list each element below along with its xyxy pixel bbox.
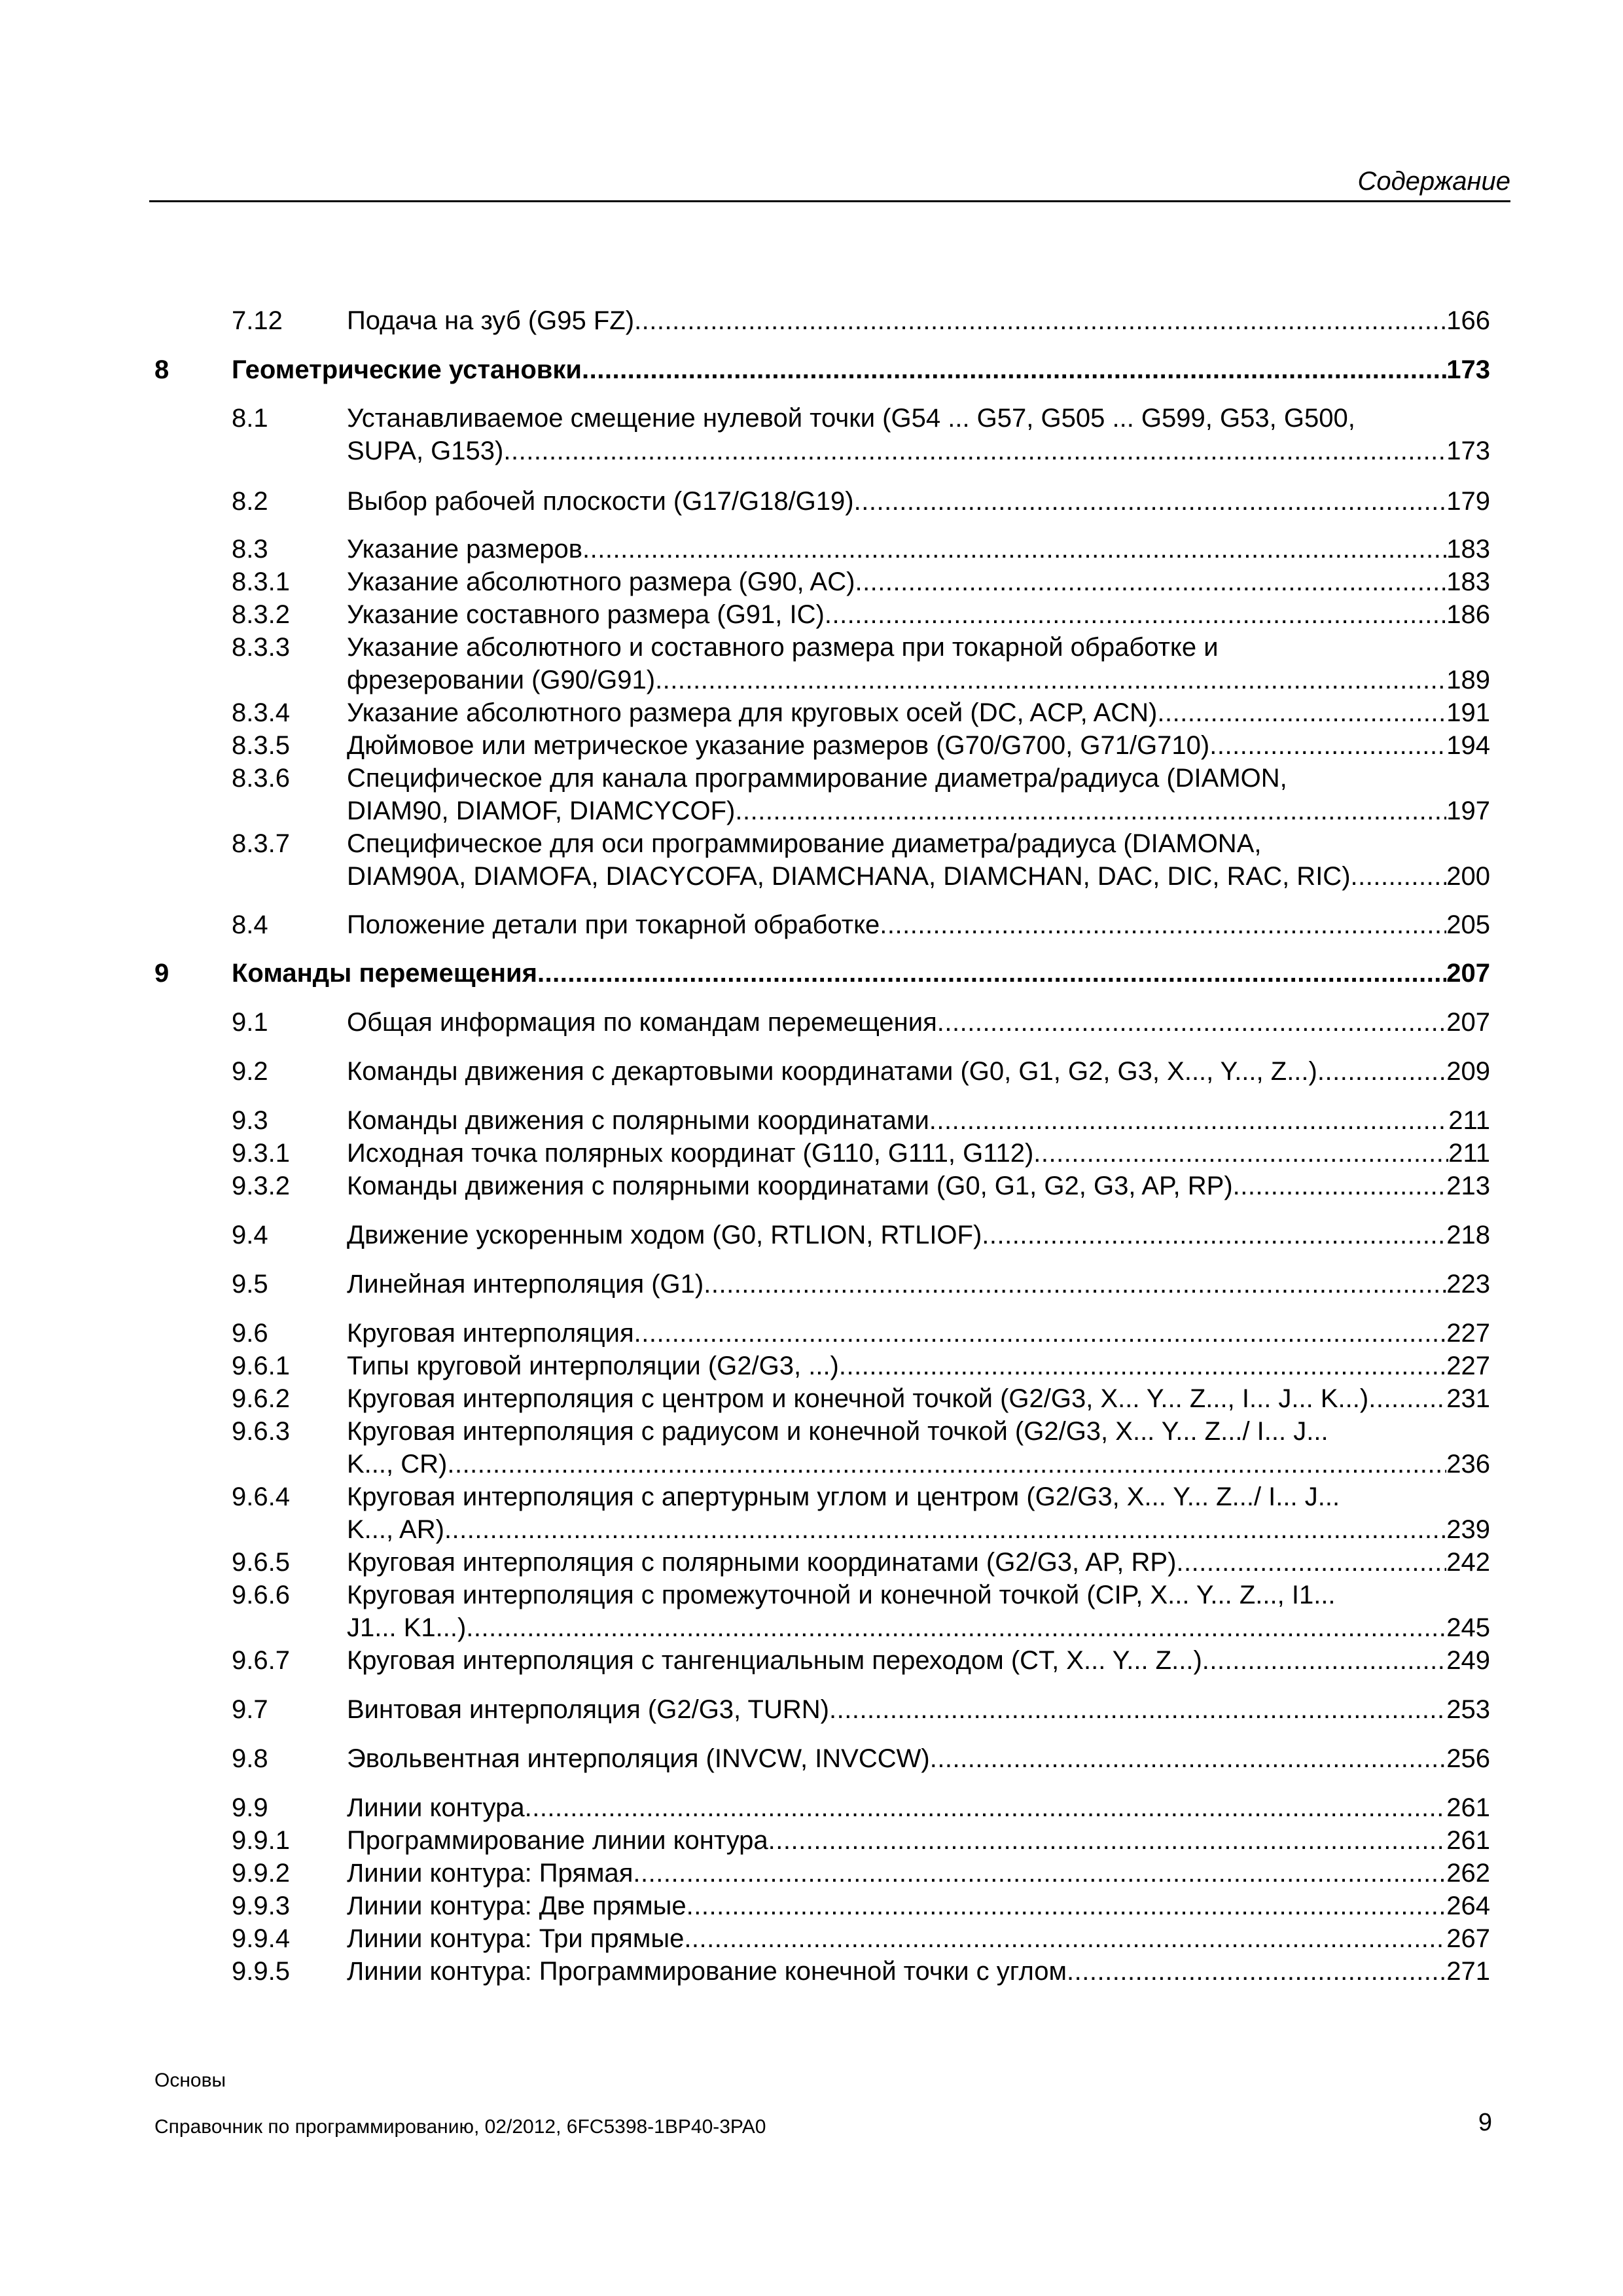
toc-entry-number: 9.4 (232, 1221, 268, 1249)
page-header-title: Содержание (1357, 167, 1510, 196)
toc-page-number: 262 (1446, 1859, 1490, 1888)
toc-page-number: 245 (1446, 1613, 1490, 1642)
toc-page-number: 261 (1446, 1793, 1490, 1822)
toc-entry-title: Подача на зуб (G95 FZ) (347, 306, 635, 335)
toc-entry-title: Круговая интерполяция с полярными координатами (G2/G3, AP, RP) (347, 1548, 1177, 1577)
footer-manual-info: Справочник по программированию, 02/2012, 6FC5398-1BP40-3PA0 (154, 2116, 766, 2138)
toc-entry-title: Винтовая интерполяция (G2/G3, TURN) (347, 1695, 829, 1724)
toc-page-number: 264 (1446, 1892, 1490, 1920)
toc-entry-number: 9.6.2 (232, 1384, 290, 1413)
toc-entry-title: Линии контура: Прямая (347, 1859, 633, 1888)
toc-entry-title: Типы круговой интерполяции (G2/G3, ...) (347, 1352, 839, 1380)
toc-leader-dots (1033, 1137, 1448, 1170)
toc-entry-title: J1... K1...) (347, 1613, 467, 1642)
toc-page-number: 239 (1446, 1515, 1490, 1544)
toc-entry-title: Исходная точка полярных координат (G110, G111, G112) (347, 1139, 1034, 1168)
toc-page-number: 218 (1446, 1221, 1490, 1249)
toc-leader-dots (839, 1350, 1446, 1382)
toc-entry-title: DIAM90A, DIAMOFA, DIACYCOFA, DIAMCHANA, DIAMCHAN, DAC, DIC, RAC, RIC) (347, 862, 1351, 891)
toc-leader-dots (634, 1317, 1447, 1350)
toc-leader-dots (855, 565, 1446, 598)
toc-entry-title: Указание размеров (347, 535, 583, 564)
toc-leader-dots (1351, 860, 1447, 893)
toc-entry-number: 9.9.2 (232, 1859, 290, 1888)
toc-entry-number: 8.3.4 (232, 698, 290, 727)
toc-page-number: 173 (1446, 355, 1490, 384)
toc-leader-dots (684, 1922, 1446, 1955)
toc-entry-number: 9.9 (232, 1793, 268, 1822)
toc-entry-number: 9.3.1 (232, 1139, 290, 1168)
toc-page-number: 261 (1446, 1826, 1490, 1855)
toc-leader-dots (1176, 1546, 1446, 1579)
toc-leader-dots (1209, 729, 1446, 762)
toc-entry-title: Круговая интерполяция с тангенциальным переходом (CT, X... Y... Z...) (347, 1646, 1202, 1675)
toc-entry-title: Линии контура: Программирование конечной точки с углом (347, 1957, 1067, 1986)
toc-entry-title: Общая информация по командам перемещения (347, 1008, 937, 1037)
toc-page-number: 211 (1448, 1139, 1490, 1168)
footer-book-title: Основы (154, 2070, 226, 2091)
toc-entry-number: 8.3 (232, 535, 268, 564)
toc-leader-dots (687, 1890, 1447, 1922)
toc-entry-title: Круговая интерполяция (347, 1319, 634, 1348)
toc-entry-title: Указание абсолютного размера для круговых осей (DC, ACP, ACN) (347, 698, 1158, 727)
toc-leader-dots (768, 1824, 1447, 1857)
toc-entry-number: 9.9.1 (232, 1826, 290, 1855)
toc-leader-dots (634, 304, 1446, 337)
toc-entry-number: 8.3.2 (232, 600, 290, 629)
header-rule (149, 200, 1510, 202)
toc-entry-number: 8.3.5 (232, 731, 290, 760)
toc-page-number: 213 (1446, 1172, 1490, 1200)
toc-entry-number: 9.2 (232, 1057, 268, 1086)
toc-entry-title: DIAM90, DIAMOF, DIAMCYCOF) (347, 797, 736, 825)
toc-entry-number: 8.1 (232, 404, 268, 433)
toc-entry-number: 8.2 (232, 487, 268, 516)
toc-entry-number: 8.3.7 (232, 829, 290, 858)
toc-entry-number: 8.3.1 (232, 567, 290, 596)
toc-leader-dots (880, 908, 1446, 941)
toc-page-number: 186 (1446, 600, 1490, 629)
toc-leader-dots (1233, 1170, 1447, 1202)
toc-leader-dots (503, 435, 1446, 467)
toc-entry-title: Линейная интерполяция (G1) (347, 1270, 704, 1299)
toc-entry-title-line: Круговая интерполяция с апертурным углом и центром (G2/G3, X... Y... Z.../ I... J... (347, 1482, 1340, 1511)
toc-entry-title: Линии контура (347, 1793, 525, 1822)
toc-entry-number: 9.9.5 (232, 1957, 290, 1986)
toc-page-number: 194 (1446, 731, 1490, 760)
toc-entry-number: 9.9.3 (232, 1892, 290, 1920)
toc-entry-number: 9.6.6 (232, 1581, 290, 1609)
toc-leader-dots (929, 1104, 1448, 1137)
toc-entry-number: 9.9.4 (232, 1924, 290, 1953)
toc-leader-dots (447, 1448, 1446, 1480)
toc-page-number: 205 (1446, 910, 1490, 939)
toc-entry-title: Линии контура: Три прямые (347, 1924, 685, 1953)
toc-entry-number: 9 (154, 959, 169, 988)
toc-entry-title-line: Устанавливаемое смещение нулевой точки (G54 ... G57, G505 ... G599, G53, G500, (347, 404, 1355, 433)
toc-entry-title-line: Указание абсолютного и составного размера при токарной обработке и (347, 633, 1219, 662)
toc-entry-number: 8.3.3 (232, 633, 290, 662)
toc-page-number: 197 (1446, 797, 1490, 825)
toc-page-number: 173 (1446, 437, 1490, 465)
toc-entry-number: 9.6.5 (232, 1548, 290, 1577)
toc-entry-title-line: Специфическое для оси программирование диаметра/радиуса (DIAMONA, (347, 829, 1262, 858)
toc-page-number: 183 (1446, 535, 1490, 564)
toc-page-number: 207 (1446, 1008, 1490, 1037)
toc-leader-dots (1368, 1382, 1446, 1415)
toc-entry-number: 9.7 (232, 1695, 268, 1724)
toc-entry-title: Выбор рабочей плоскости (G17/G18/G19) (347, 487, 854, 516)
toc-page-number: 191 (1446, 698, 1490, 727)
toc-entry-number: 9.3 (232, 1106, 268, 1135)
toc-page-number: 189 (1446, 666, 1490, 694)
toc-entry-title: Команды движения с полярными координатами (G0, G1, G2, G3, AP, RP) (347, 1172, 1233, 1200)
toc-entry-title-line: Круговая интерполяция с промежуточной и конечной точкой (CIP, X... Y... Z..., I1... (347, 1581, 1336, 1609)
toc-entry-number: 9.6.7 (232, 1646, 290, 1675)
toc-leader-dots (444, 1513, 1446, 1546)
toc-leader-dots (829, 1693, 1446, 1726)
toc-entry-number: 9.1 (232, 1008, 268, 1037)
toc-entry-title: Геометрические установки (232, 355, 582, 384)
toc-entry-title: Указание абсолютного размера (G90, AC) (347, 567, 855, 596)
toc-leader-dots (582, 533, 1446, 565)
toc-page-number: 223 (1446, 1270, 1490, 1299)
toc-leader-dots (982, 1219, 1446, 1251)
toc-page-number: 211 (1448, 1106, 1490, 1135)
toc-leader-dots (704, 1268, 1446, 1300)
toc-page-number: 256 (1446, 1744, 1490, 1773)
toc-leader-dots (466, 1611, 1446, 1644)
toc-entry-number: 9.8 (232, 1744, 268, 1773)
toc-leader-dots (525, 1791, 1447, 1824)
toc-entry-title: Дюймовое или метрическое указание размеров (G70/G700, G71/G710) (347, 731, 1210, 760)
toc-page-number: 236 (1446, 1450, 1490, 1479)
toc-page-number: 200 (1446, 862, 1490, 891)
toc-entry-number: 9.5 (232, 1270, 268, 1299)
toc-entry-title: Указание составного размера (G91, IC) (347, 600, 825, 629)
toc-entry-title: фрезеровании (G90/G91) (347, 666, 656, 694)
toc-entry-title: Движение ускоренным ходом (G0, RTLION, RTLIOF) (347, 1221, 982, 1249)
toc-page-number: 242 (1446, 1548, 1490, 1577)
toc-page-number: 271 (1446, 1957, 1490, 1986)
toc-page-number: 209 (1446, 1057, 1490, 1086)
toc-leader-dots (735, 795, 1446, 827)
toc-page-number: 179 (1446, 487, 1490, 516)
toc-entry-number: 8.4 (232, 910, 268, 939)
toc-leader-dots (1202, 1644, 1446, 1677)
toc-entry-title: Положение детали при токарной обработке (347, 910, 880, 939)
toc-entry-title: K..., CR) (347, 1450, 448, 1479)
toc-entry-title: Команды движения с декартовыми координатами (G0, G1, G2, G3, X..., Y..., Z...) (347, 1057, 1317, 1086)
toc-entry-number: 9.3.2 (232, 1172, 290, 1200)
toc-page-number: 166 (1446, 306, 1490, 335)
toc-entry-title: Линии контура: Две прямые (347, 1892, 687, 1920)
toc-entry-title: Круговая интерполяция с центром и конечной точкой (G2/G3, X... Y... Z..., I... J... K...) (347, 1384, 1369, 1413)
toc-leader-dots (1317, 1055, 1446, 1088)
toc-page-number: 231 (1446, 1384, 1490, 1413)
toc-entry-number: 9.6.3 (232, 1417, 290, 1446)
toc-entry-number: 9.6.4 (232, 1482, 290, 1511)
toc-entry-title-line: Круговая интерполяция с радиусом и конечной точкой (G2/G3, X... Y... Z.../ I... J... (347, 1417, 1329, 1446)
toc-leader-dots (825, 598, 1446, 631)
toc-leader-dots (937, 1006, 1446, 1039)
toc-leader-dots (1157, 696, 1446, 729)
toc-entry-title: Программирование линии контура (347, 1826, 768, 1855)
toc-entry-number: 8.3.6 (232, 764, 290, 793)
toc-entry-number: 9.6 (232, 1319, 268, 1348)
toc-entry-title: K..., AR) (347, 1515, 444, 1544)
toc-page-number: 227 (1446, 1352, 1490, 1380)
toc-leader-dots (633, 1857, 1446, 1890)
toc-entry-title-line: Специфическое для канала программирование диаметра/радиуса (DIAMON, (347, 764, 1287, 793)
toc-entry-title: Команды движения с полярными координатами (347, 1106, 929, 1135)
toc-entry-title: SUPA, G153) (347, 437, 504, 465)
toc-page-number: 207 (1446, 959, 1490, 988)
toc-page-number: 249 (1446, 1646, 1490, 1675)
toc-page-number: 183 (1446, 567, 1490, 596)
toc-entry-number: 9.6.1 (232, 1352, 290, 1380)
toc-entry-title: Команды перемещения (232, 959, 537, 988)
toc-leader-dots (537, 957, 1446, 990)
toc-leader-dots (1067, 1955, 1446, 1988)
toc-leader-dots (582, 353, 1446, 386)
toc-page-number: 227 (1446, 1319, 1490, 1348)
toc-page-number: 267 (1446, 1924, 1490, 1953)
toc-leader-dots (930, 1742, 1447, 1775)
toc-entry-number: 7.12 (232, 306, 283, 335)
toc-leader-dots (854, 485, 1447, 518)
toc-entry-number: 8 (154, 355, 169, 384)
toc-entry-title: Эвольвентная интерполяция (INVCW, INVCCW) (347, 1744, 930, 1773)
toc-page-number: 253 (1446, 1695, 1490, 1724)
footer-page-number: 9 (1478, 2109, 1492, 2136)
toc-leader-dots (655, 664, 1446, 696)
